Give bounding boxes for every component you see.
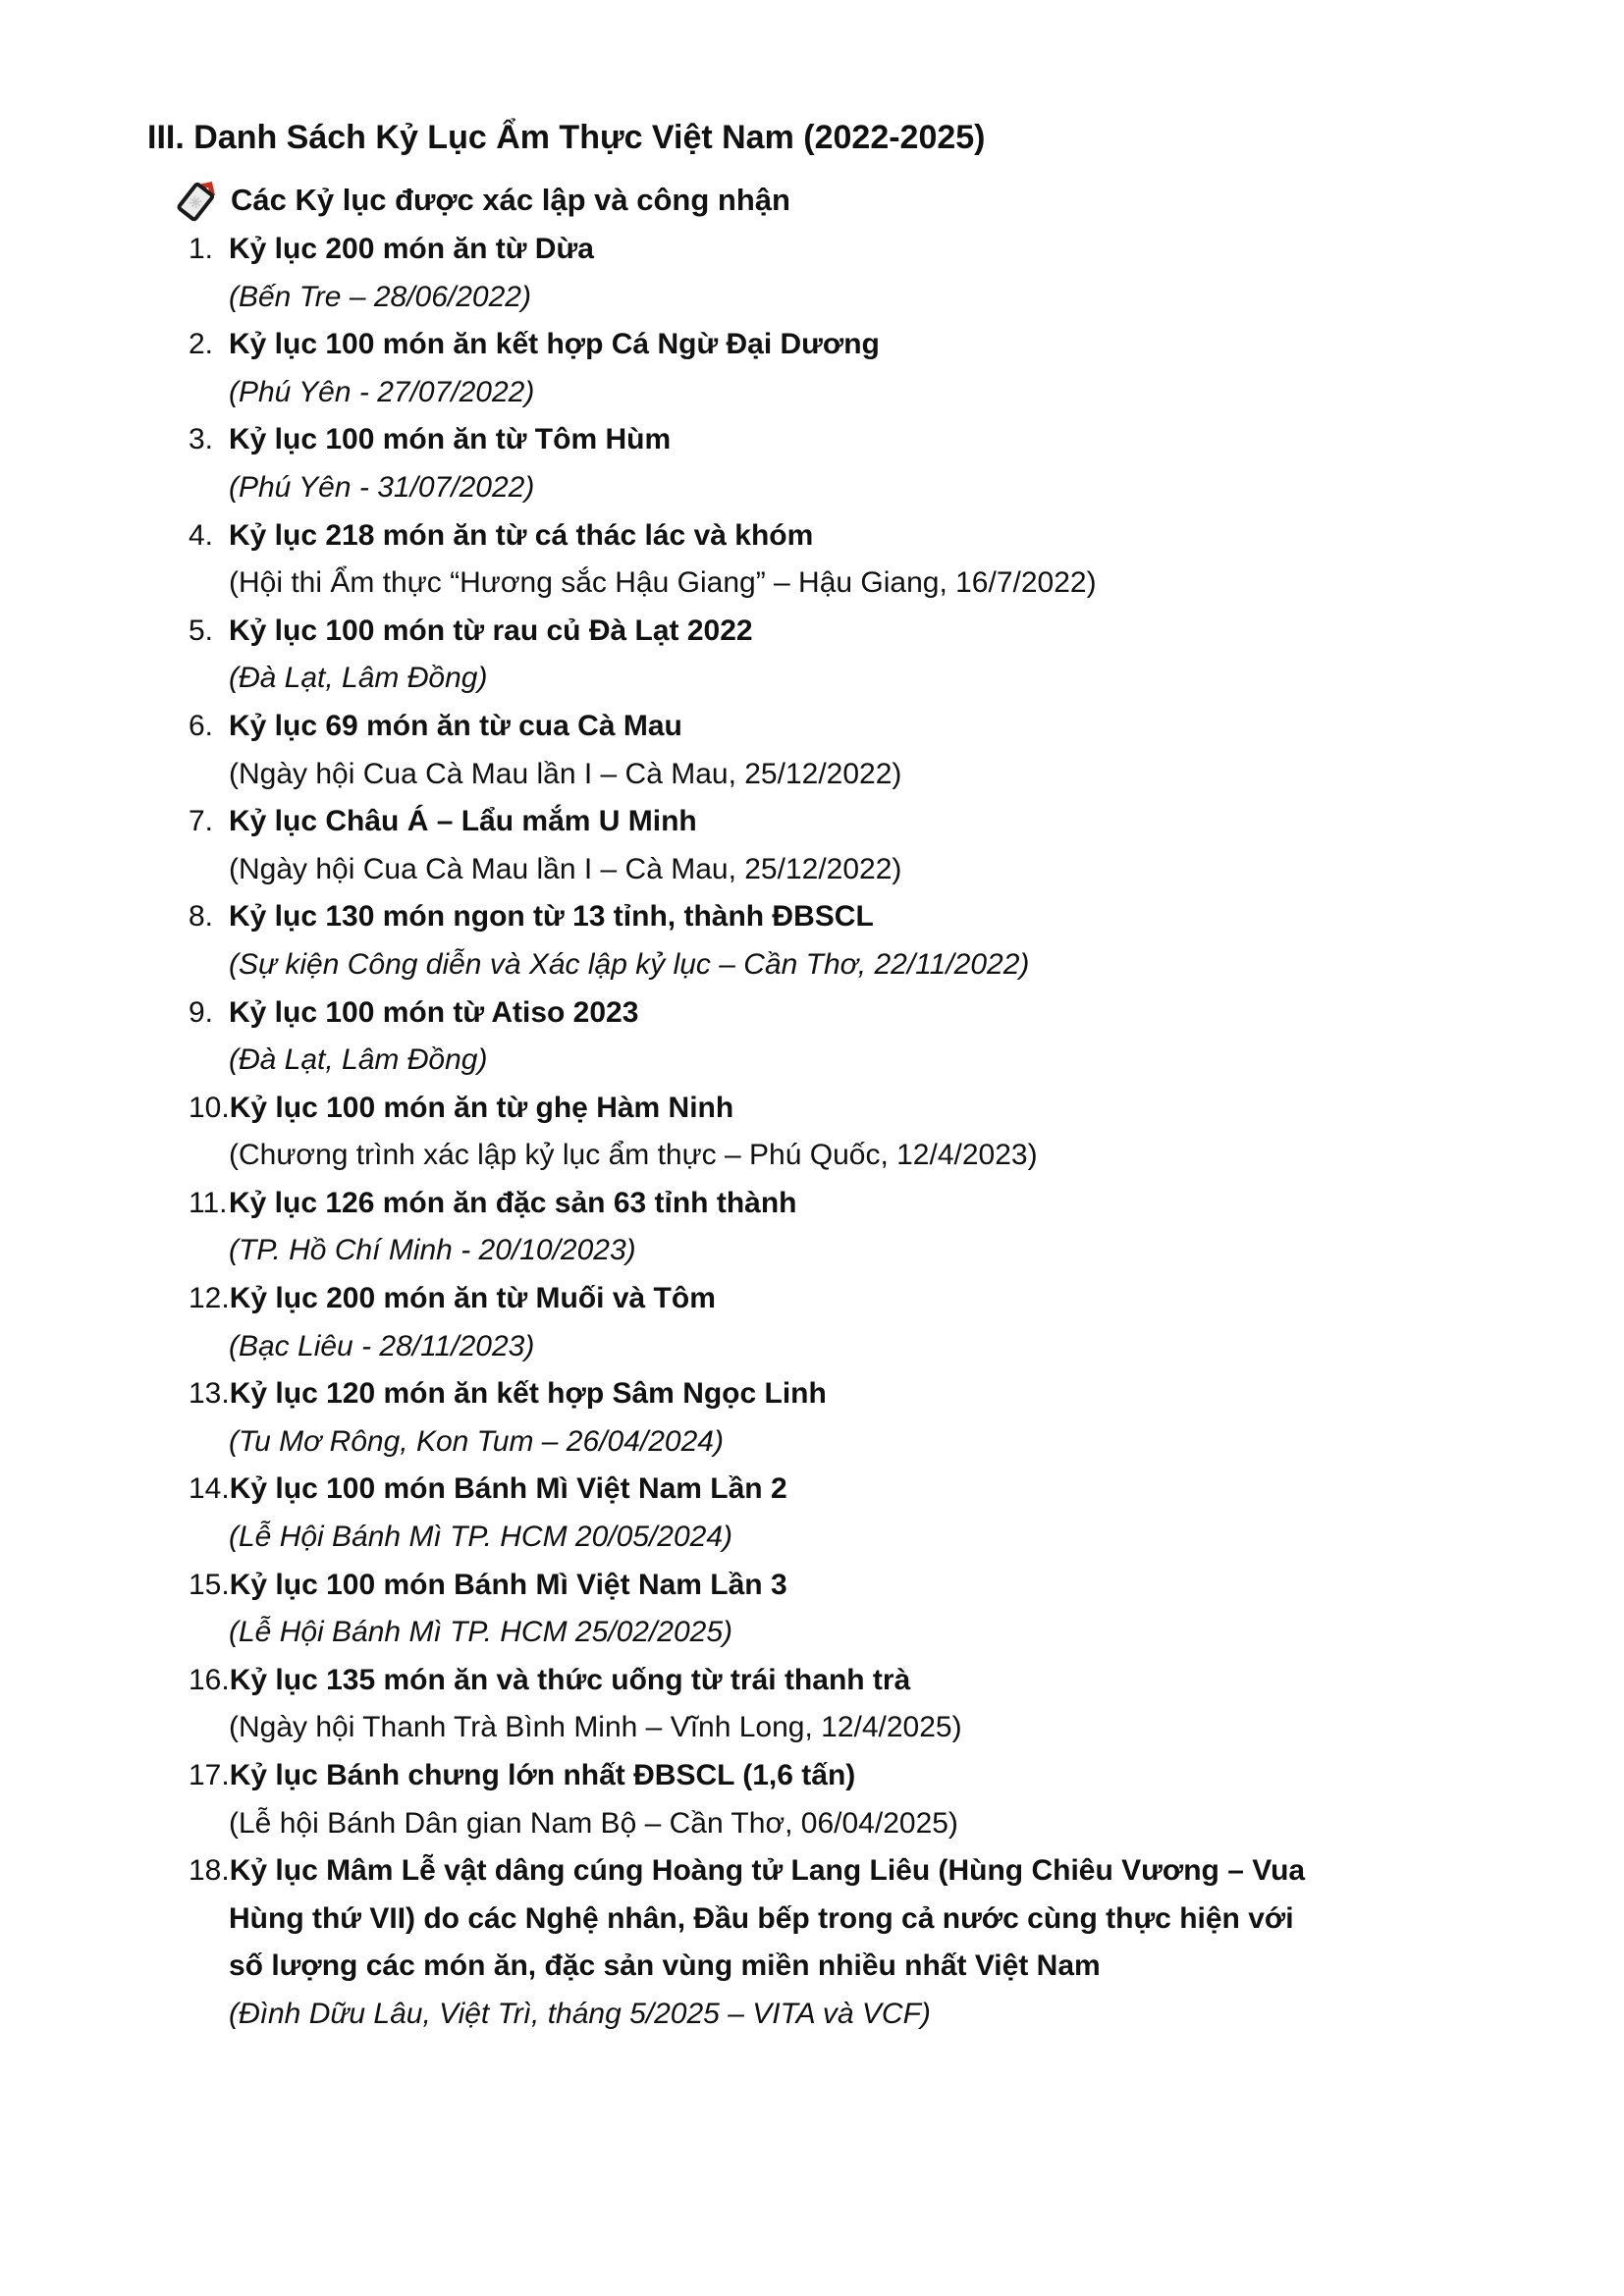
item-number: 13. bbox=[189, 1377, 230, 1411]
record-note: (Chương trình xác lập kỷ lục ẩm thực – Phú Quốc, 12/4/2023) bbox=[229, 1139, 1038, 1172]
item-number: 16. bbox=[189, 1663, 230, 1696]
record-title: Kỷ lục Mâm Lễ vật dâng cúng Hoàng tử Lang Liêu (Hùng Chiêu Vương – Vua bbox=[229, 1854, 1306, 1888]
record-title: Kỷ lục 120 món ăn kết hợp Sâm Ngọc Linh bbox=[229, 1377, 827, 1411]
record-note: (Ngày hội Cua Cà Mau lần I – Cà Mau, 25/12/2022) bbox=[229, 852, 902, 885]
list-item bbox=[189, 512, 1555, 608]
record-note: (Phú Yên - 27/07/2022) bbox=[229, 375, 535, 408]
list-item bbox=[189, 1752, 1555, 1847]
record-note: (Đình Dữu Lâu, Việt Trì, tháng 5/2025 – VITA và VCF) bbox=[229, 1997, 931, 2030]
item-number: 18. bbox=[189, 1854, 230, 1888]
record-title-line bbox=[189, 1180, 1555, 1228]
item-number: 7. bbox=[189, 805, 214, 838]
record-title-line bbox=[189, 1085, 1555, 1133]
list-item bbox=[189, 1370, 1555, 1466]
record-note: (Đà Lạt, Lâm Đồng) bbox=[229, 1043, 488, 1077]
record-title-line bbox=[189, 1275, 1555, 1323]
record-note: (Sự kiện Công diễn và Xác lập kỷ lục – Cần Thơ, 22/11/2022) bbox=[229, 947, 1030, 981]
record-title: Kỷ lục 100 món Bánh Mì Việt Nam Lần 3 bbox=[229, 1568, 787, 1601]
item-number: 3. bbox=[189, 423, 214, 456]
record-note: (Ngày hội Cua Cà Mau lần I – Cà Mau, 25/12/2022) bbox=[229, 757, 902, 790]
list-item bbox=[189, 608, 1555, 703]
item-number: 5. bbox=[189, 614, 214, 647]
record-title: Kỷ lục 100 món từ Atiso 2023 bbox=[229, 995, 639, 1029]
record-title-line bbox=[189, 1370, 1555, 1418]
record-title-line bbox=[189, 1847, 1555, 1896]
item-number: 14. bbox=[189, 1472, 230, 1506]
list-item bbox=[189, 321, 1555, 416]
record-note: (Bạc Liêu - 28/11/2023) bbox=[229, 1329, 535, 1362]
record-title-line bbox=[189, 1466, 1555, 1514]
section-subtitle: Các Kỷ lục được xác lập và công nhận bbox=[231, 183, 790, 217]
subtitle-row bbox=[173, 175, 1555, 226]
record-note: (Lễ Hội Bánh Mì TP. HCM 20/05/2024) bbox=[229, 1521, 733, 1554]
record-title-line bbox=[189, 1562, 1555, 1610]
record-title-continuation: số lượng các món ăn, đặc sản vùng miền nhiều nhất Việt Nam bbox=[229, 1949, 1101, 1983]
record-title: Kỷ lục 100 món ăn kết hợp Cá Ngừ Đại Dương bbox=[229, 328, 880, 361]
list-item bbox=[189, 798, 1555, 893]
item-number: 6. bbox=[189, 709, 214, 742]
record-title-line bbox=[189, 512, 1555, 561]
list-item bbox=[189, 416, 1555, 511]
record-note: (Bến Tre – 28/06/2022) bbox=[229, 280, 531, 313]
record-title: Kỷ lục 100 món ăn từ ghẹ Hàm Ninh bbox=[229, 1091, 734, 1124]
record-title-line bbox=[189, 798, 1555, 846]
item-number: 4. bbox=[189, 518, 214, 552]
list-item bbox=[189, 1562, 1555, 1657]
list-item bbox=[189, 893, 1555, 988]
record-title: Kỷ lục 100 món Bánh Mì Việt Nam Lần 2 bbox=[229, 1472, 787, 1506]
list-item bbox=[189, 1085, 1555, 1180]
record-title: Kỷ lục 69 món ăn từ cua Cà Mau bbox=[229, 709, 682, 742]
list-item bbox=[189, 226, 1555, 321]
record-title-line bbox=[189, 703, 1555, 751]
record-title-line bbox=[189, 226, 1555, 274]
list-item bbox=[189, 1466, 1555, 1561]
tag-icon bbox=[173, 178, 218, 223]
records-list bbox=[189, 226, 1555, 2039]
record-note: (Tu Mơ Rông, Kon Tum – 26/04/2024) bbox=[229, 1424, 724, 1458]
record-title: Kỷ lục 130 món ngon từ 13 tỉnh, thành ĐBSCL bbox=[229, 900, 874, 934]
record-title: Kỷ lục 126 món ăn đặc sản 63 tỉnh thành bbox=[229, 1186, 797, 1219]
record-note: (Lễ hội Bánh Dân gian Nam Bộ – Cần Thơ, 06/04/2025) bbox=[229, 1806, 958, 1840]
item-number: 2. bbox=[189, 328, 214, 361]
record-title: Kỷ lục Bánh chưng lớn nhất ĐBSCL (1,6 tấn) bbox=[229, 1759, 856, 1791]
record-note: (Đà Lạt, Lâm Đồng) bbox=[229, 662, 488, 695]
record-title-line bbox=[189, 608, 1555, 656]
record-title-line bbox=[189, 893, 1555, 941]
item-number: 15. bbox=[189, 1568, 230, 1601]
record-note: (Hội thi Ẩm thực “Hương sắc Hậu Giang” – Hậu Giang, 16/7/2022) bbox=[229, 566, 1097, 600]
record-title-line bbox=[189, 321, 1555, 369]
item-number: 8. bbox=[189, 900, 214, 934]
list-item bbox=[189, 703, 1555, 798]
record-note: (Ngày hội Thanh Trà Bình Minh – Vĩnh Long, 12/4/2025) bbox=[229, 1711, 962, 1744]
record-title: Kỷ lục 200 món ăn từ Dừa bbox=[229, 233, 594, 265]
list-item bbox=[189, 1657, 1555, 1752]
item-number: 9. bbox=[189, 995, 214, 1029]
record-note: (TP. Hồ Chí Minh - 20/10/2023) bbox=[229, 1234, 636, 1267]
record-title-line bbox=[189, 989, 1555, 1038]
item-number: 12. bbox=[189, 1282, 230, 1315]
list-item bbox=[189, 1275, 1555, 1370]
record-title-line bbox=[189, 1752, 1555, 1800]
record-note: (Lễ Hội Bánh Mì TP. HCM 25/02/2025) bbox=[229, 1616, 733, 1649]
item-number: 1. bbox=[189, 233, 214, 265]
item-number: 10. bbox=[189, 1091, 230, 1124]
record-title-continuation: Hùng thứ VII) do các Nghệ nhân, Đầu bếp trong cả nước cùng thực hiện với bbox=[229, 1901, 1294, 1935]
record-title: Kỷ lục 100 món từ rau củ Đà Lạt 2022 bbox=[229, 614, 753, 647]
record-note: (Phú Yên - 31/07/2022) bbox=[229, 470, 535, 504]
item-number: 17. bbox=[189, 1759, 230, 1791]
record-title-line bbox=[189, 416, 1555, 464]
item-number: 11. bbox=[189, 1186, 228, 1219]
list-item bbox=[189, 989, 1555, 1085]
record-title: Kỷ lục 135 món ăn và thức uống từ trái thanh trà bbox=[229, 1663, 911, 1696]
record-title-line bbox=[189, 1657, 1555, 1705]
record-title: Kỷ lục 100 món ăn từ Tôm Hùm bbox=[229, 423, 672, 456]
record-title: Kỷ lục 200 món ăn từ Muối và Tôm bbox=[229, 1282, 716, 1315]
list-item bbox=[189, 1847, 1555, 2038]
record-title: Kỷ lục Châu Á – Lẩu mắm U Minh bbox=[229, 805, 697, 838]
list-item bbox=[189, 1180, 1555, 1275]
record-title: Kỷ lục 218 món ăn từ cá thác lác và khóm bbox=[229, 518, 814, 552]
page-title: III. Danh Sách Kỷ Lục Ẩm Thực Việt Nam (2022-2025) bbox=[147, 119, 986, 156]
